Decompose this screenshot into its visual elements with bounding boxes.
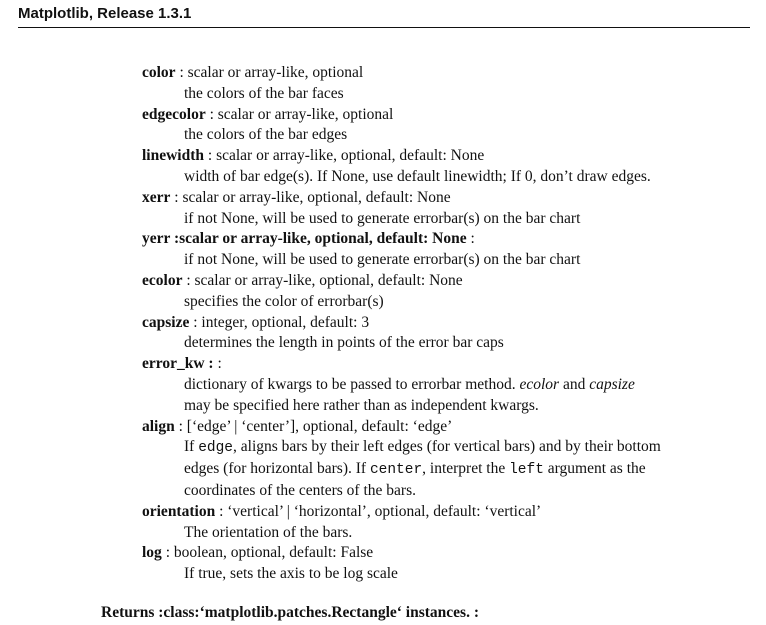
- param-sep: :: [217, 355, 222, 373]
- param-name: error_kw :: [142, 355, 218, 373]
- param-desc: width of bar edge(s). If None, use default linewidth; If 0, don’t draw edges.: [184, 167, 651, 185]
- param-type: boolean, optional, default: False: [173, 544, 374, 562]
- param-sep: :: [175, 64, 188, 81]
- param-ecolor: [142, 271, 662, 313]
- desc-text: , aligns bars by their left edges (for vertical bars) and by their bottom edges (for horizontal bars). If: [184, 438, 661, 478]
- param-edgecolor: [142, 105, 662, 147]
- desc-text: , interpret the: [422, 460, 510, 478]
- param-name: orientation: [142, 502, 216, 520]
- desc-text: and: [559, 375, 590, 393]
- param-type: scalar or array-like, optional, default: None: [216, 147, 485, 165]
- param-desc: if not None, will be used to generate errorbar(s) on the bar chart: [184, 251, 581, 269]
- param-name: xerr: [142, 188, 171, 206]
- param-sep: :: [204, 147, 217, 165]
- desc-emph: capsize: [589, 375, 635, 393]
- param-sep: :: [466, 230, 475, 248]
- param-desc: specifies the color of errorbar(s): [184, 292, 384, 310]
- header-rule: [18, 27, 750, 28]
- desc-text: If: [184, 438, 199, 456]
- param-type: scalar or array-like, optional: [217, 105, 394, 123]
- param-align: [142, 417, 662, 502]
- desc-text: may be specified here rather than as independent kwargs.: [184, 396, 539, 414]
- desc-code: center: [369, 462, 423, 479]
- param-xerr: [142, 188, 662, 230]
- param-name: capsize: [142, 313, 190, 331]
- param-sep: :: [189, 313, 202, 331]
- param-desc: If true, sets the axis to be log scale: [184, 565, 398, 583]
- param-type: [‘edge’ | ‘center’], optional, default: ‘edge’: [186, 417, 453, 435]
- param-type: scalar or array-like, optional: [187, 64, 364, 81]
- param-type: scalar or array-like, optional, default: None: [194, 271, 463, 289]
- param-error-kw: [142, 354, 662, 416]
- param-yerr: [142, 229, 662, 271]
- desc-code: edge: [198, 440, 234, 457]
- desc-emph: ecolor: [519, 375, 560, 393]
- page-header: Matplotlib, Release 1.3.1: [18, 5, 192, 22]
- param-type: scalar or array-like, optional, default: None: [182, 188, 451, 206]
- param-desc: the colors of the bar faces: [184, 84, 344, 102]
- param-type: ‘vertical’ | ‘horizontal’, optional, default: ‘vertical’: [227, 502, 542, 520]
- param-sep: :: [161, 544, 174, 562]
- returns-line: Returns :class:‘matplotlib.patches.Rectangle‘ instances. :: [101, 604, 479, 621]
- param-capsize: [142, 313, 662, 355]
- param-desc: the colors of the bar edges: [184, 126, 348, 144]
- param-name: log: [142, 544, 162, 562]
- param-name: color: [142, 64, 176, 81]
- param-sep: :: [205, 105, 218, 123]
- param-name: linewidth: [142, 147, 205, 165]
- parameter-list: [142, 63, 662, 585]
- param-desc: determines the length in points of the error bar caps: [184, 334, 504, 352]
- param-linewidth: [142, 146, 662, 188]
- param-desc: [142, 437, 662, 501]
- param-color: [142, 63, 662, 105]
- param-sep: :: [215, 502, 228, 520]
- param-desc: The orientation of the bars.: [184, 523, 353, 541]
- param-desc: if not None, will be used to generate errorbar(s) on the bar chart: [184, 209, 581, 227]
- param-sep: :: [182, 271, 195, 289]
- param-log: [142, 543, 662, 585]
- param-name: align: [142, 417, 175, 435]
- desc-text: argument as the coordinates of the centers of the bars.: [184, 460, 646, 499]
- param-name: edgecolor: [142, 105, 206, 123]
- param-name: ecolor: [142, 271, 183, 289]
- param-name: yerr :scalar or array-like, optional, default: None: [142, 230, 467, 248]
- param-sep: :: [174, 417, 187, 435]
- param-type: integer, optional, default: 3: [201, 313, 370, 331]
- desc-text: dictionary of kwargs to be passed to errorbar method.: [184, 375, 520, 393]
- param-sep: :: [170, 188, 183, 206]
- param-desc: [142, 375, 662, 417]
- param-orientation: [142, 502, 662, 544]
- desc-code: left: [509, 462, 544, 479]
